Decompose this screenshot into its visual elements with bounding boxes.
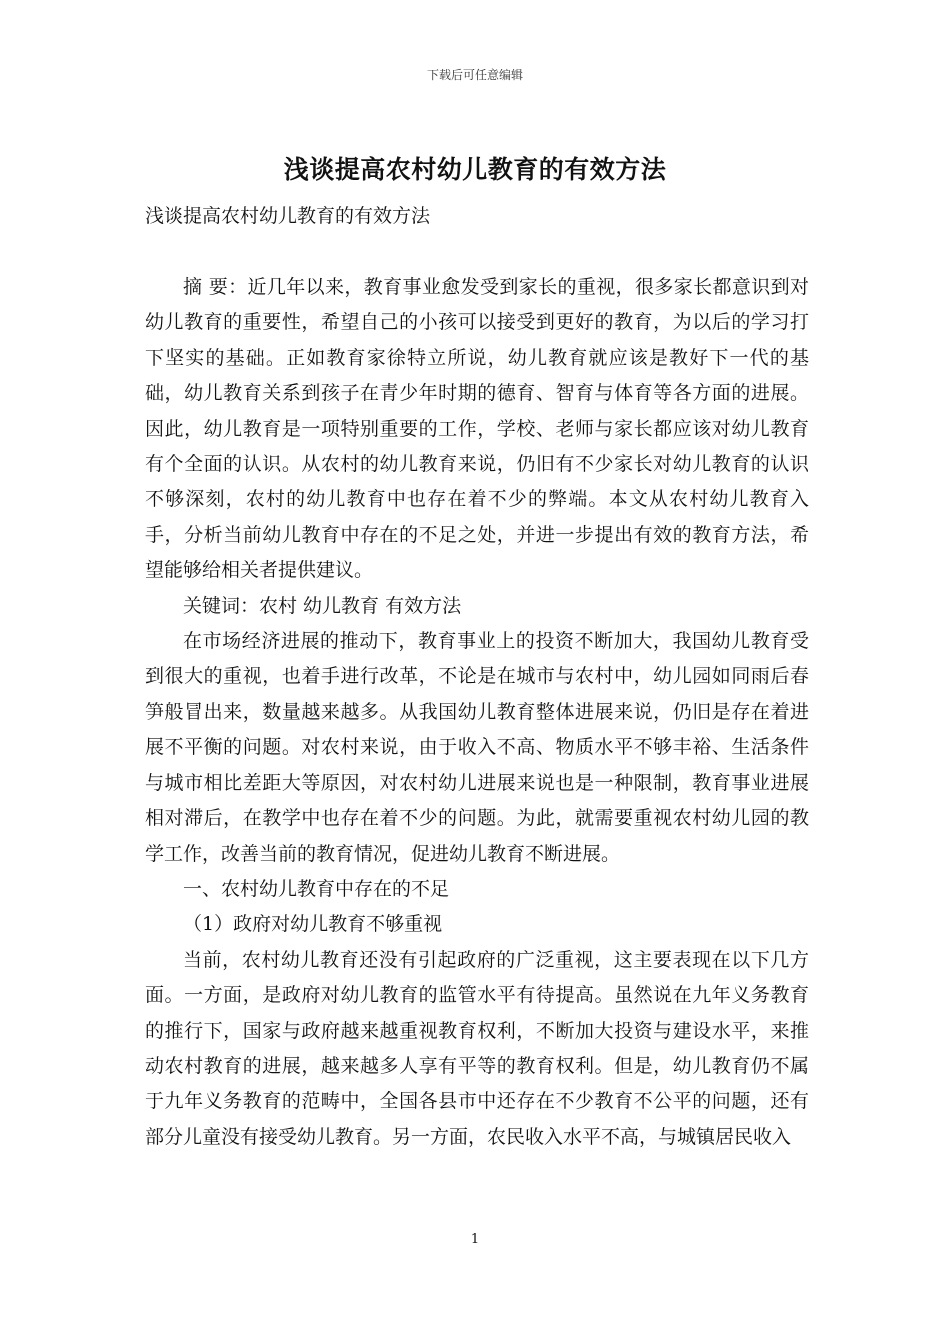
document-body	[145, 270, 809, 1155]
keywords-line: 关键词：农村 幼儿教育 有效方法	[183, 594, 462, 617]
document-subtitle: 浅谈提高农村幼儿教育的有效方法	[145, 205, 431, 227]
document-title: 浅谈提高农村幼儿教育的有效方法	[283, 155, 667, 184]
subsection-heading: （1）政府对幼儿教育不够重视	[183, 913, 443, 936]
page-number: 1	[470, 1232, 480, 1247]
section-heading: 一、农村幼儿教育中存在的不足	[183, 877, 450, 900]
page-header: 下载后可任意编辑	[426, 68, 523, 82]
abstract-paragraph: 摘 要：近几年以来，教育事业愈发受到家长的重视，很多家长都意识到对幼儿教育的重要性，希望自己的小孩可以接受到更好的教育，为以后的学习打下坚实的基础。正如教育家徐特立所说，幼儿教育就应该是教好下一代的基础，幼儿教育关系到孩子在青少年时期的德育、智育与体育等各方面的进展。因此，幼儿教育是一项特别重要的工作，学校、老师与家长都应该对幼儿教育有个全面的认识。从农村的幼儿教育来说，仍旧有不少家长对幼儿教育的认识不够深刻，农村的幼儿教育中也存在着不少的弊端。本文从农村幼儿教育入手，分析当前幼儿教育中存在的不足之处，并进一步提出有效的教育方法，希望能够给相关者提供建议。	[145, 276, 809, 582]
intro-paragraph: 在市场经济进展的推动下，教育事业上的投资不断加大，我国幼儿教育受到很大的重视，也着手进行改革，不论是在城市与农村中，幼儿园如同雨后春笋般冒出来，数量越来越多。从我国幼儿教育整体进展来说，仍旧是存在着进展不平衡的问题。对农村来说，由于收入不高、物质水平不够丰裕、生活条件与城市相比差距大等原因，对农村幼儿进展来说也是一种限制，教育事业进展相对滞后，在教学中也存在着不少的问题。为此，就需要重视农村幼儿园的教学工作，改善当前的教育情况，促进幼儿教育不断进展。	[145, 630, 809, 865]
subsection-paragraph: 当前，农村幼儿教育还没有引起政府的广泛重视，这主要表现在以下几方面。一方面，是政府对幼儿教育的监管水平有待提高。虽然说在九年义务教育的推行下，国家与政府越来越重视教育权利，不断加大投资与建设水平，来推动农村教育的进展，越来越多人享有平等的教育权利。但是，幼儿教育仍不属于九年义务教育的范畴中，全国各县市中还存在不少教育不公平的问题，还有部分儿童没有接受幼儿教育。另一方面，农民收入水平不高，与城镇居民收入	[145, 948, 809, 1148]
